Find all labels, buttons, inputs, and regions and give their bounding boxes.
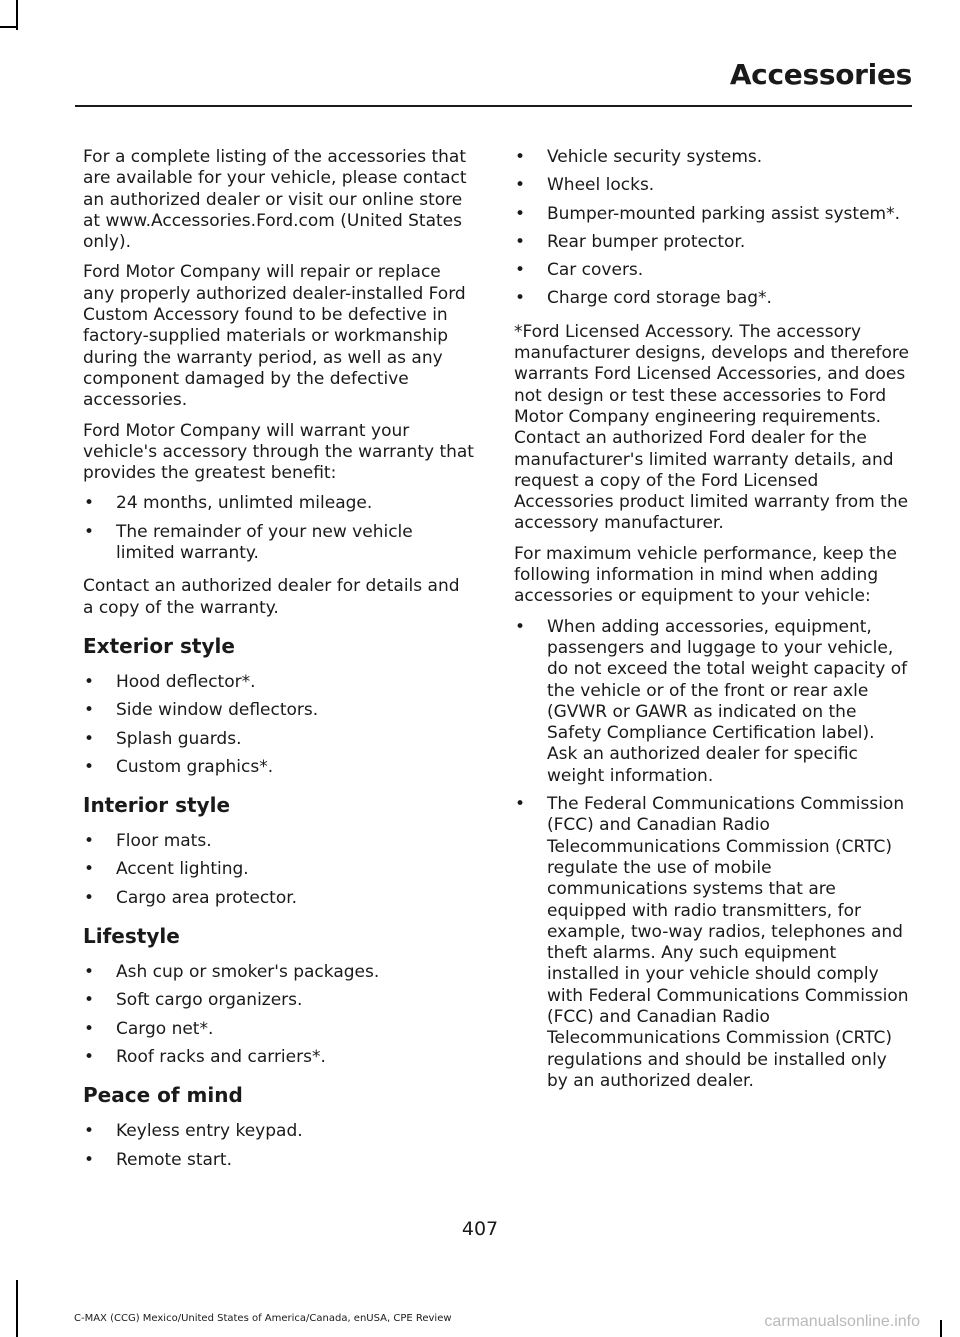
list-item: • Charge cord storage bag*. (514, 288, 909, 309)
list-item: • Wheel locks. (514, 175, 909, 196)
crop-mark (16, 1280, 18, 1337)
warranty-list (83, 493, 475, 564)
peace-of-mind-list (83, 1121, 475, 1171)
performance-list (514, 617, 909, 1093)
interior-list (83, 831, 475, 909)
section-heading-peace-of-mind: Peace of mind (83, 1083, 243, 1108)
repair-paragraph: Ford Motor Company will repair or replace any properly authorized dealer-installed Ford Custom Accessory found to be defective in factory-supplied materials or workmanship during the warranty period, as well as any component damaged by the defective accessories. (83, 262, 466, 411)
licensed-accessory-note: *Ford Licensed Accessory. The accessory manufacturer designs, develops and therefore warrants Ford Licensed Accessories, and does not design or test these accessories to Ford Motor Company engineering requirements. Contact an authorized Ford dealer for the manufacturer's limited warranty details, and request a copy of the Ford Licensed Accessories product limited warranty from the accessory manufacturer. (514, 321, 910, 534)
list-item: • Remote start. (83, 1150, 475, 1171)
list-item: • Hood deflector*. (83, 672, 475, 693)
page-title: Accessories (729, 58, 912, 91)
intro-paragraph: For a complete listing of the accessories that are available for your vehicle, please contact an authorized dealer or visit our online store at www.Accessories.Ford.com (United States only). (83, 147, 467, 253)
list-item: • Rear bumper protector. (514, 232, 909, 253)
exterior-list (83, 672, 475, 778)
list-item: • Cargo net*. (83, 1019, 475, 1040)
list-item: • Cargo area protector. (83, 888, 475, 909)
list-item: • Keyless entry keypad. (83, 1121, 475, 1142)
page-number: 407 (461, 1218, 499, 1240)
list-item: • When adding accessories, equipment, passengers and luggage to your vehicle, do not exceed the total weight capacity of the vehicle or of the front or rear axle (GVWR or GAWR as indicated on the Safety Compliance Certification label). Ask an authorized dealer for specific weight information. (514, 617, 909, 787)
list-item: • Soft cargo organizers. (83, 990, 475, 1011)
list-item: • Car covers. (514, 260, 909, 281)
warrant-paragraph: Ford Motor Company will warrant your vehicle's accessory through the warranty that provides the greatest benefit: (83, 420, 474, 484)
lifestyle-list (83, 962, 475, 1068)
crop-mark (940, 1320, 942, 1337)
crop-mark (0, 26, 18, 28)
section-heading-exterior: Exterior style (83, 633, 235, 658)
footer-model-note: C-MAX (CCG) Mexico/United States of America/Canada, enUSA, CPE Review (74, 1313, 452, 1324)
list-item: • Vehicle security systems. (514, 147, 909, 168)
list-item: • 24 months, unlimted mileage. (83, 493, 475, 514)
list-item: • Custom graphics*. (83, 757, 475, 778)
list-item: • Ash cup or smoker's packages. (83, 962, 475, 983)
contact-paragraph: Contact an authorized dealer for details and a copy of the warranty. (83, 576, 460, 618)
right-column (514, 147, 909, 1104)
security-list (514, 147, 909, 310)
performance-intro: For maximum vehicle performance, keep the following information in mind when adding accessories or equipment to your vehicle: (514, 543, 897, 607)
list-item: • Roof racks and carriers*. (83, 1047, 475, 1068)
section-heading-interior: Interior style (83, 793, 231, 818)
left-column (83, 147, 475, 1183)
list-item: • The Federal Communications Commission (FCC) and Canadian Radio Telecommunications Commission (CRTC) regulate the use of mobile communications systems that are equipped with radio transmitters, for example, two-way radios, telephones and theft alarms. Any such equipment installed in your vehicle should comply with Federal Communications Commission (FCC) and Canadian Radio Telecommunications Commission (CRTC) regulations and should be installed only by an authorized dealer. (514, 794, 909, 1092)
list-item: • Accent lighting. (83, 859, 475, 880)
watermark: carmanualsonline.info (764, 1313, 920, 1330)
header-divider (75, 105, 912, 107)
section-heading-lifestyle: Lifestyle (83, 924, 180, 949)
list-item: • Bumper-mounted parking assist system*. (514, 204, 909, 225)
list-item: • Side window deflectors. (83, 700, 475, 721)
list-item: • The remainder of your new vehicle limited warranty. (83, 522, 475, 565)
list-item: • Splash guards. (83, 729, 475, 750)
list-item: • Floor mats. (83, 831, 475, 852)
